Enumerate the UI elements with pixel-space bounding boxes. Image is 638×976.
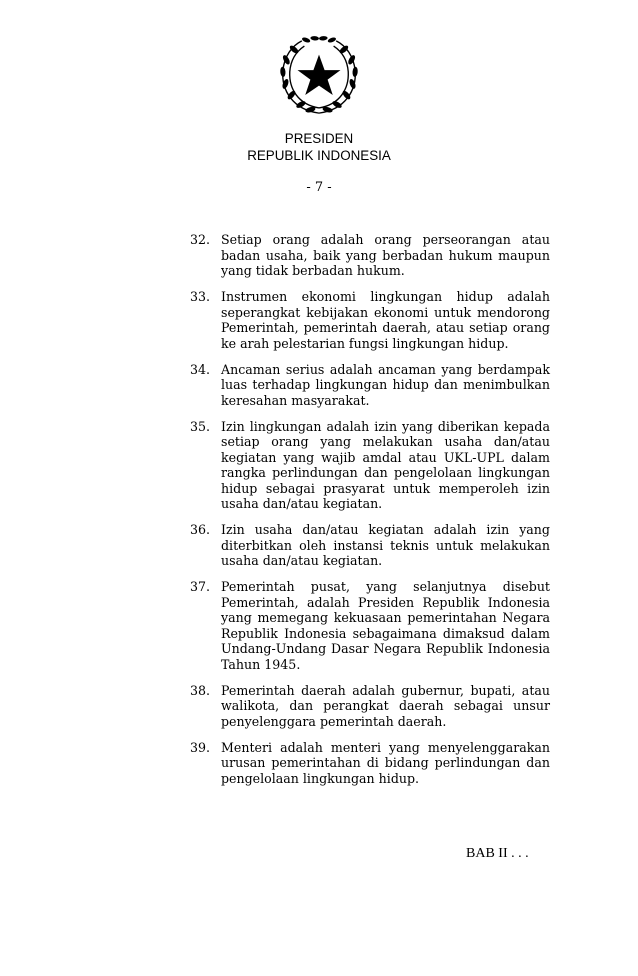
next-chapter-footer: BAB II . . .: [466, 846, 529, 861]
item-text: Menteri adalah menteri yang menyelenggarakan urusan pemerintahan di bidang perlindungan dan pengelolaan lingkungan hidup.: [221, 739, 550, 786]
star-wreath-emblem-icon: [276, 34, 362, 120]
list-item: [190, 362, 550, 409]
header-presiden: PRESIDEN: [284, 131, 354, 146]
item-text: Instrumen ekonomi lingkungan hidup adalah seperangkat kebijakan ekonomi untuk mendorong Pemerintah, pemerintah daerah, atau setiap orang ke arah pelestarian fungsi lingkungan hidup.: [221, 289, 550, 351]
list-item: [190, 232, 550, 279]
item-number: 38.: [190, 682, 211, 698]
list-item: [190, 522, 550, 569]
page-number: - 7 -: [306, 180, 332, 195]
list-item: [190, 579, 550, 672]
item-text: Ancaman serius adalah ancaman yang berdampak luas terhadap lingkungan hidup dan menimbulkan keresahan masyarakat.: [221, 361, 550, 408]
item-number: 32.: [190, 232, 211, 247]
item-text: Izin usaha dan/atau kegiatan adalah izin yang diterbitkan oleh instansi teknis untuk melakukan usaha dan/atau kegiatan.: [221, 522, 550, 568]
item-number: 36.: [190, 522, 211, 537]
item-number: 39.: [190, 739, 211, 755]
definition-list: [190, 232, 550, 797]
list-item: [190, 289, 550, 351]
item-text: Izin lingkungan adalah izin yang diberikan kepada setiap orang yang melakukan usaha dan/atau kegiatan yang wajib amdal atau UKL-UPL dalam rangka perlindungan dan pengelolaan lingkungan hidup sebagai prasyarat untuk memperoleh izin usaha dan/atau kegiatan.: [221, 418, 550, 511]
header-republik-indonesia: REPUBLIK INDONESIA: [247, 148, 391, 163]
item-text: Pemerintah daerah adalah gubernur, bupati, atau walikota, dan perangkat daerah sebagai unsur penyelenggara pemerintah daerah.: [221, 682, 550, 729]
item-number: 33.: [190, 289, 211, 304]
item-number: 37.: [190, 579, 211, 594]
list-item: [190, 419, 550, 512]
item-number: 35.: [190, 418, 211, 434]
list-item: [190, 740, 550, 787]
item-text: Pemerintah pusat, yang selanjutnya disebut Pemerintah, adalah Presiden Republik Indonesia yang memegang kekuasaan pemerintahan Negara Republik Indonesia sebagaimana dimaksud dalam Undang-Undang Dasar Negara Republik Indonesia Tahun 1945.: [221, 579, 550, 672]
item-text: Setiap orang adalah orang perseorangan atau badan usaha, baik yang berbadan hukum maupun yang tidak berbadan hukum.: [221, 232, 550, 278]
list-item: [190, 683, 550, 730]
item-number: 34.: [190, 361, 211, 377]
